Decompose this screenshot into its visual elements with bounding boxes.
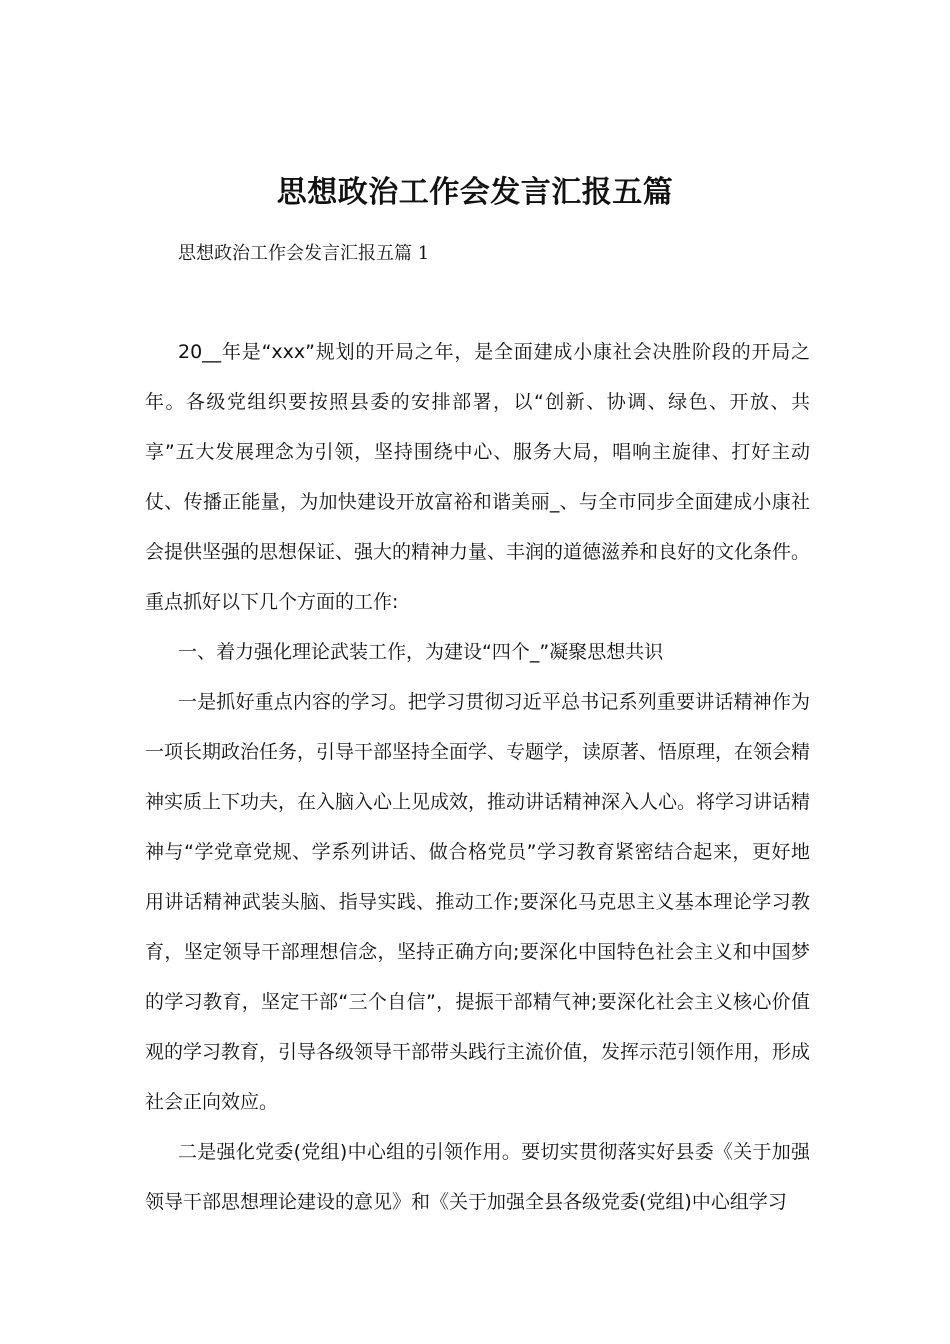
paragraph-point-two: 二是强化党委(党组)中心组的引领作用。要切实贯彻落实好县委《关于加强领导干部思想理论建设的意见》和《关于加强全县各级党委(党组)中心组学习: [145, 1141, 810, 1213]
paragraph-point-one: 一是抓好重点内容的学习。把学习贯彻习近平总书记系列重要讲话精神作为一项长期政治任务，引导干部坚持全面学、专题学，读原著、悟原理，在领会精神实质上下功夫，在入脑入心上见成效，推动讲话精神深入人心。将学习讲话精神与“学党章党规、学系列讲话、做合格党员”学习教育紧密结合起来，更好地用讲话精神武装头脑、指导实践、推动工作;要深化马克思主义基本理论学习教育，坚定领导干部理想信念，坚持正确方向;要深化中国特色社会主义和中国梦的学习教育，坚定干部“三个自信”，提振干部精气神;要深化社会主义核心价值观的学习教育，引导各级领导干部带头践行主流价值，发挥示范引领作用，形成社会正向效应。: [145, 691, 811, 1113]
document-body: [145, 327, 810, 1227]
document-title: 思想政治工作会发言汇报五篇: [276, 175, 674, 210]
paragraph-intro: 20__年是“xxx”规划的开局之年，是全面建成小康社会决胜阶段的开局之年。各级党组织要按照县委的安排部署，以“创新、协调、绿色、开放、共享”五大发展理念为引领，坚持围绕中心、服务大局，唱响主旋律、打好主动仗、传播正能量，为加快建设开放富裕和谐美丽_、与全市同步全面建成小康社会提供坚强的思想保证、强大的精神力量、丰润的道德滋养和良好的文化条件。重点抓好以下几个方面的工作:: [145, 341, 811, 613]
paragraph-heading-one: 一、着力强化理论武装工作，为建设“四个_”凝聚思想共识: [178, 641, 664, 663]
section-subtitle: 思想政治工作会发言汇报五篇 1: [178, 243, 430, 264]
